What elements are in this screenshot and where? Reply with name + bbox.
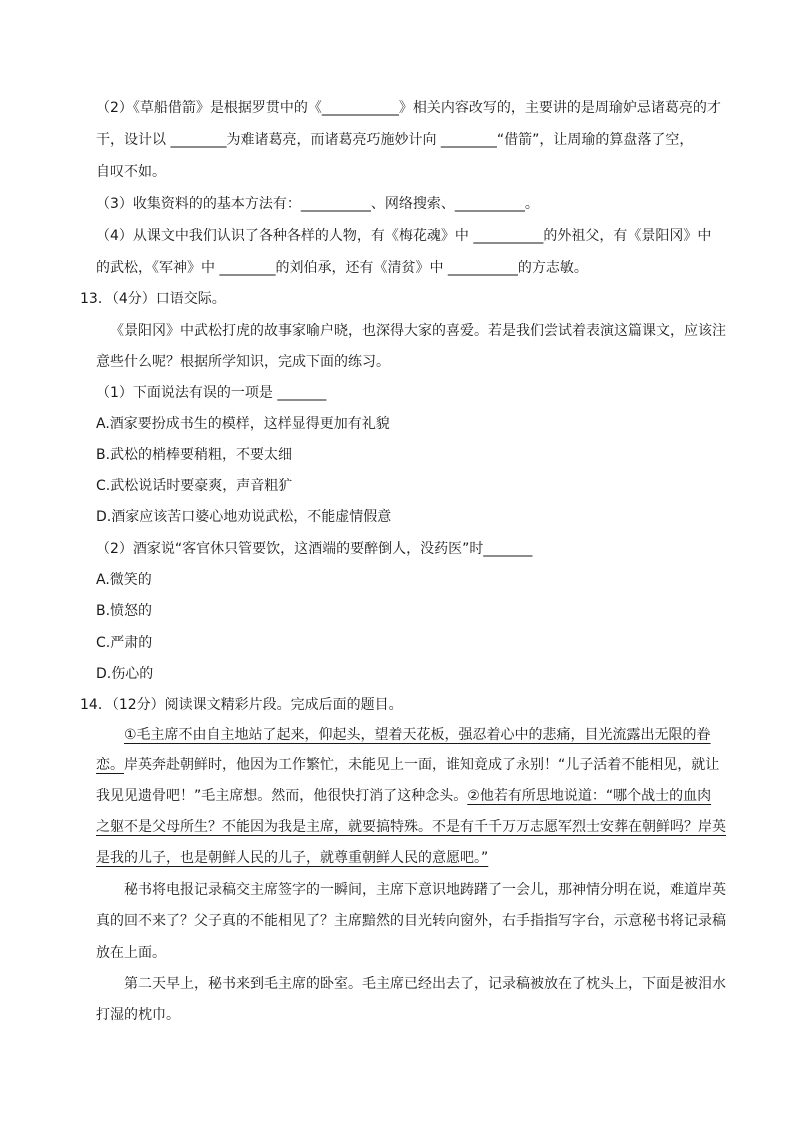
passage-paragraph-2-line-1: 秘书将电报记录稿交主席签字的一瞬间，主席下意识地踌躇了一会儿，那神情分明在说，难道岸英: [124, 882, 726, 898]
question-13-intro-line-1: 《景阳冈》中武松打虎的故事家喻户晓，也深得大家的喜爱。若是我们尝试着表演这篇课文，应该注: [110, 323, 726, 339]
question-13-2: （2）酒家说“客官休只管要饮，这酒端的要醉倒人，没药医”时_______: [96, 541, 533, 557]
question-12-2-line-2: 干，设计以 ________为难诸葛亮，而诸葛亮巧施妙计向 ________“借箭”，让周瑜的算盘落了空，: [96, 132, 694, 148]
option-13-1-c: C.武松说话时要豪爽，声音粗犷: [96, 478, 293, 494]
question-12-4-line-1: （4）从课文中我们认识了各种各样的人物，有《梅花魂》中 __________的外祖父，有《景阳冈》中: [96, 228, 712, 244]
option-13-2-b: B.愤怒的: [96, 603, 153, 619]
option-13-1-d: D.酒家应该苦口婆心地劝说武松，不能虚情假意: [96, 509, 392, 525]
option-13-2-d: D.伤心的: [96, 666, 154, 682]
option-13-2-a: A.微笑的: [96, 572, 152, 588]
question-14-heading: 14．（12分）阅读课文精彩片段。完成后面的题目。: [80, 697, 403, 713]
option-13-1-a: A.酒家要扮成书生的模样，这样显得更加有礼貌: [96, 416, 390, 432]
option-13-2-c: C.严肃的: [96, 635, 153, 651]
passage-text: 我见见遗骨吧！”毛主席想。然而，他很快打消了这种念头。: [96, 788, 468, 804]
passage-underlined-line-5: 是我的儿子，也是朝鲜人民的儿子，就尊重朝鲜人民的意愿吧。”: [96, 850, 489, 866]
passage-underlined-sentence-1: ①毛主席不由自主地站了起来，仰起头，望着天花板，强忍着心中的悲痛，目光流露出无限的眷: [124, 727, 711, 743]
question-13-intro-line-2: 意些什么呢？根据所学知识，完成下面的练习。: [96, 354, 390, 370]
passage-line-3: [96, 786, 711, 806]
question-13-heading: 13．（4分）口语交际。: [80, 291, 226, 307]
question-12-2-line-3: 自叹不如。: [96, 164, 166, 180]
option-13-1-b: B.武松的梢棒要稍粗，不要太细: [96, 447, 293, 463]
passage-paragraph-2-line-3: 放在上面。: [96, 945, 166, 961]
passage-underlined-sentence-2: ②他若有所思地说道：“哪个战士的血肉: [467, 788, 712, 804]
question-12-4-line-2: 的武松，《军神》中 ________的刘伯承，还有《清贫》中 __________的方志敏。: [96, 260, 588, 276]
question-12-2-line-1: （2）《草船借箭》是根据罗贯中的《___________》相关内容改写的，主要讲的是周瑜妒忌诸葛亮的才: [96, 100, 721, 116]
passage-paragraph-3-line-1: 第二天早上，秘书来到毛主席的卧室。毛主席已经出去了，记录稿被放在了枕头上，下面是被泪水: [124, 976, 726, 992]
passage-line-2: [96, 755, 719, 775]
question-12-3: （3）收集资料的的基本方法有：__________、网络搜索、__________。: [96, 196, 539, 212]
passage-text: 岸英奔赴朝鲜时，他因为工作繁忙，未能见上一面，谁知竟成了永别！“儿子活着不能相见，就让: [124, 757, 720, 773]
passage-underlined-line-4: 之躯不是父母所生？不能因为我是主席，就要搞特殊。不是有千千万万志愿军烈士安葬在朝鲜吗？岸英: [96, 819, 726, 835]
passage-paragraph-3-line-2: 打湿的枕巾。: [96, 1007, 180, 1023]
passage-underlined-end: 恋。: [96, 757, 124, 773]
question-13-1: （1）下面说法有误的一项是 _______: [96, 385, 327, 401]
passage-paragraph-2-line-2: 真的回不来了？父子真的不能相见了？主席黯然的目光转向窗外，右手指指写字台，示意秘书将记录稿: [96, 913, 726, 929]
